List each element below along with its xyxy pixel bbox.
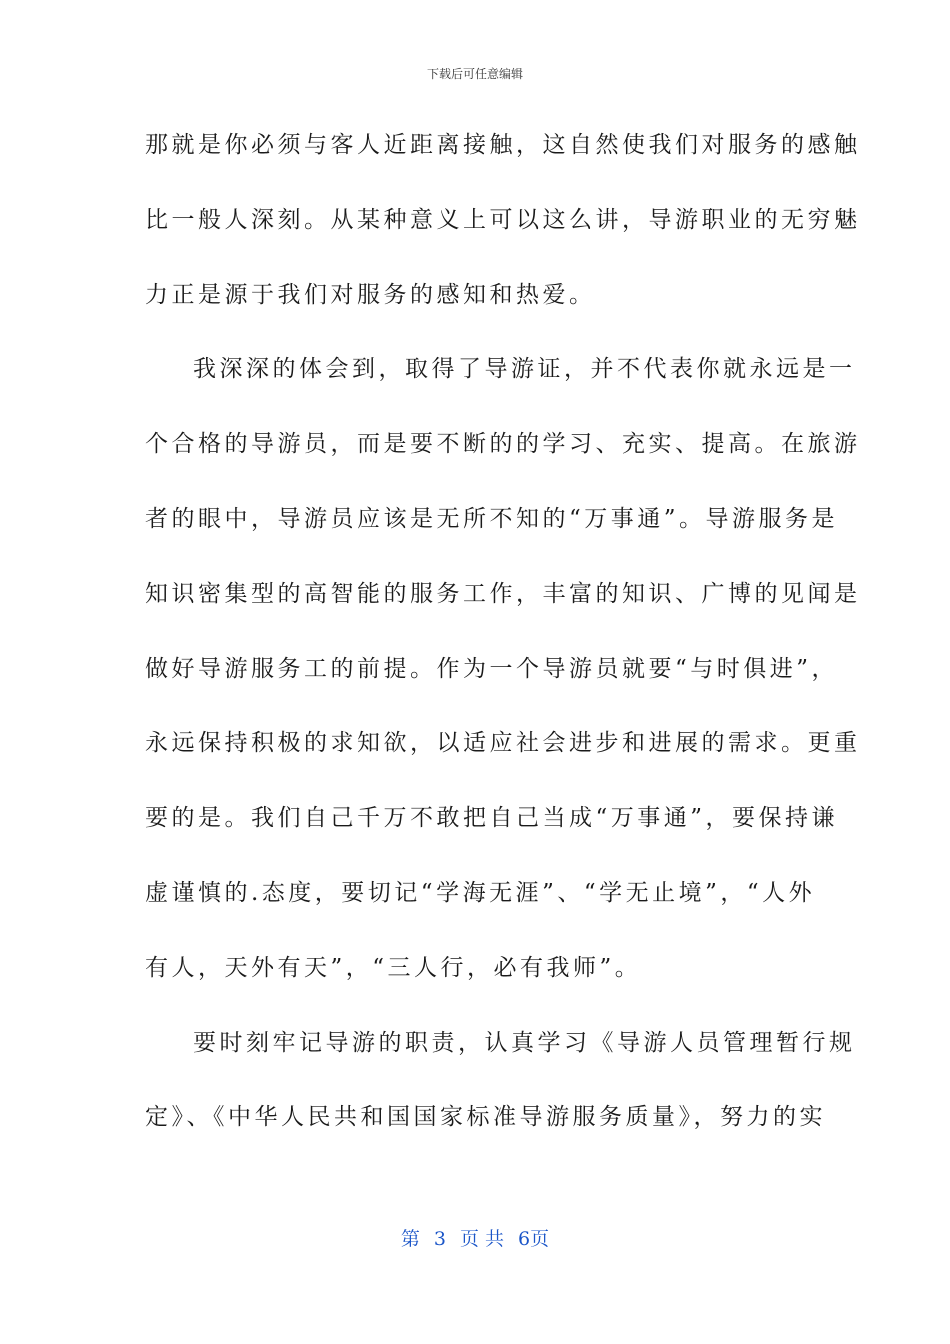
page-footer bbox=[0, 1226, 950, 1252]
text-line: 力正是源于我们对服务的感知和热爱。 bbox=[145, 281, 596, 308]
text-line: 我深深的体会到，取得了导游证，并不代表你就永远是一 bbox=[193, 356, 856, 383]
text-line: 永远保持积极的求知欲，以适应社会进步和进展的需求。更重 bbox=[145, 730, 861, 757]
text-line: 要时刻牢记导游的职责，认真学习《导游人员管理暂行规 bbox=[193, 1029, 856, 1056]
text-line: 比一般人深刻。从某种意义上可以这么讲，导游职业的无穷魅 bbox=[145, 206, 861, 233]
text-line: 做好导游服务工的前提。作为一个导游员就要“与时俱进”， bbox=[145, 655, 839, 682]
footer-middle: 页 共 bbox=[459, 1228, 505, 1250]
header-text: 下载后可任意编辑 bbox=[426, 67, 523, 81]
footer-prefix: 第 bbox=[400, 1228, 420, 1250]
text-line: 者的眼中，导游员应该是无所不知的“万事通”。导游服务是 bbox=[145, 505, 839, 532]
footer-suffix: 页 bbox=[530, 1228, 550, 1250]
text-line: 有人，天外有天”，“三人行，必有我师”。 bbox=[145, 954, 642, 981]
text-line: 定》、《中华人民共和国国家标准导游服务质量》，努力的实 bbox=[145, 1104, 826, 1131]
text-line: 那就是你必须与客人近距离接触，这自然使我们对服务的感触 bbox=[145, 132, 861, 158]
page-header bbox=[0, 66, 950, 82]
text-line: 知识密集型的高智能的服务工作，丰富的知识、广博的见闻是 bbox=[145, 580, 861, 607]
text-line: 要的是。我们自己千万不敢把自己当成“万事通”，要保持谦 bbox=[145, 805, 839, 832]
text-line: 个合格的导游员，而是要不断的的学习、充实、提高。在旅游 bbox=[145, 431, 861, 458]
document-body bbox=[145, 120, 861, 1167]
total-pages-number: 6 bbox=[518, 1228, 531, 1250]
text-line: 虚谨慎的.态度，要切记“学海无涯”、“学无止境”，“人外 bbox=[145, 879, 816, 906]
current-page-number: 3 bbox=[433, 1228, 446, 1250]
